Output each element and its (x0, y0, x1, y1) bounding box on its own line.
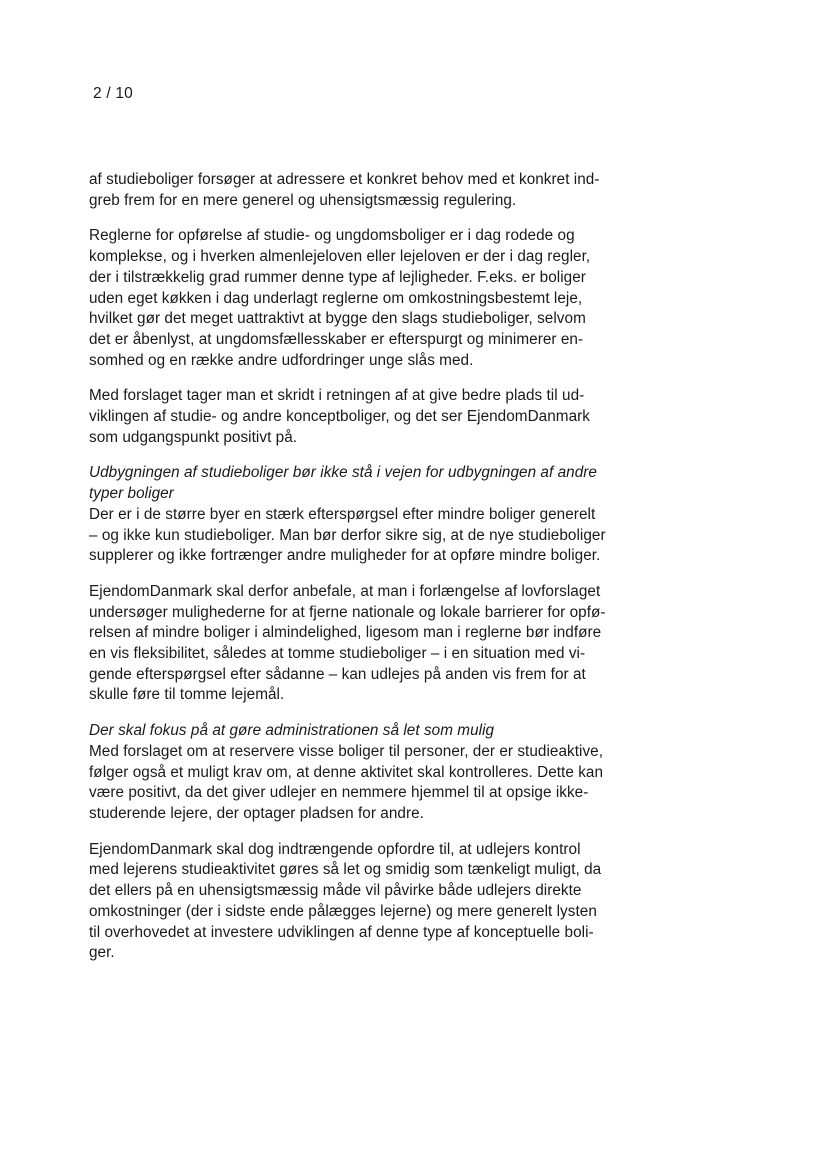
section-heading: typer boliger (89, 485, 174, 503)
text-line: der i tilstrækkelig grad rummer denne type af lejligheder. F.eks. er boliger (89, 268, 586, 286)
text-line: gende efterspørgsel efter sådanne – kan udlejes på anden vis frem for at (89, 665, 586, 683)
paragraph-7 (89, 840, 669, 964)
text-line: Med forslaget tager man et skridt i retningen af at give bedre plads til ud- (89, 387, 585, 405)
paragraph-6 (89, 721, 669, 825)
paragraph-2 (89, 226, 669, 371)
text-line: af studieboliger forsøger at adressere et konkret behov med et konkret ind- (89, 171, 600, 188)
text-line: somhed og en række andre udfordringer unge slås med. (89, 351, 474, 369)
text-line: til overhovedet at investere udviklingen af denne type af konceptuelle boli- (89, 923, 594, 941)
text-line: greb frem for en mere generel og uhensigtsmæssig regulering. (89, 191, 517, 209)
text-line: hvilket gør det meget uattraktivt at bygge den slags studieboliger, selvom (89, 310, 586, 328)
paragraph-1 (89, 170, 669, 211)
text-line: Reglerne for opførelse af studie- og ungdomsboliger er i dag rodede og (89, 227, 575, 245)
text-line: følger også et muligt krav om, at denne aktivitet skal kontrolleres. Dette kan (89, 763, 604, 781)
text-line: EjendomDanmark skal derfor anbefale, at man i forlængelse af lovforslaget (89, 582, 601, 600)
text-line: ger. (89, 944, 115, 962)
text-line: undersøger mulighederne for at fjerne nationale og lokale barrierer for opfø- (89, 603, 606, 621)
section-heading: Der skal fokus på at gøre administrationen så let som mulig (89, 722, 495, 740)
text-line: komplekse, og i hverken almenlejeloven eller lejeloven er der i dag regler, (89, 248, 591, 266)
text-line: være positivt, da det giver udlejer en nemmere hjemmel til at opsige ikke- (89, 784, 589, 802)
text-line: EjendomDanmark skal dog indtrængende opfordre til, at udlejers kontrol (89, 840, 581, 858)
paragraph-4 (89, 463, 669, 567)
text-line: Der er i de større byer en stærk efterspørgsel efter mindre boliger generelt (89, 505, 596, 523)
text-line: Med forslaget om at reservere visse boliger til personer, der er studieaktive, (89, 742, 604, 760)
paragraph-5 (89, 582, 669, 706)
text-line: en vis fleksibilitet, således at tomme studieboliger – i en situation med vi- (89, 645, 586, 663)
text-line: viklingen af studie- og andre konceptboliger, og det ser EjendomDanmark (89, 408, 590, 426)
page-number: 2 / 10 (93, 85, 133, 102)
text-line: det er åbenlyst, at ungdomsfællesskaber er efterspurgt og minimerer en- (89, 330, 584, 348)
text-line: – og ikke kun studieboliger. Man bør derfor sikre sig, at de nye studieboliger (89, 526, 606, 544)
text-line: uden eget køkken i dag underlagt reglerne om omkostningsbestemt leje, (89, 289, 583, 307)
text-line: omkostninger (der i sidste ende pålægges lejerne) og mere generelt lysten (89, 902, 597, 920)
section-heading: Udbygningen af studieboliger bør ikke stå i vejen for udbygningen af andre (89, 464, 597, 482)
paragraph-3 (89, 386, 669, 448)
text-line: supplerer og ikke fortrænger andre muligheder for at opføre mindre boliger. (89, 547, 601, 565)
text-line: med lejerens studieaktivitet gøres så let og smidig som tænkeligt muligt, da (89, 861, 602, 879)
text-line: studerende lejere, der optager pladsen for andre. (89, 804, 424, 822)
text-line: skulle føre til tomme lejemål. (89, 686, 285, 704)
document-body (89, 170, 669, 979)
text-line: relsen af mindre boliger i almindelighed, ligesom man i reglerne bør indføre (89, 624, 602, 642)
text-line: som udgangspunkt positivt på. (89, 428, 298, 446)
text-line: det ellers på en uhensigtsmæssig måde vil påvirke både udlejers direkte (89, 882, 582, 900)
